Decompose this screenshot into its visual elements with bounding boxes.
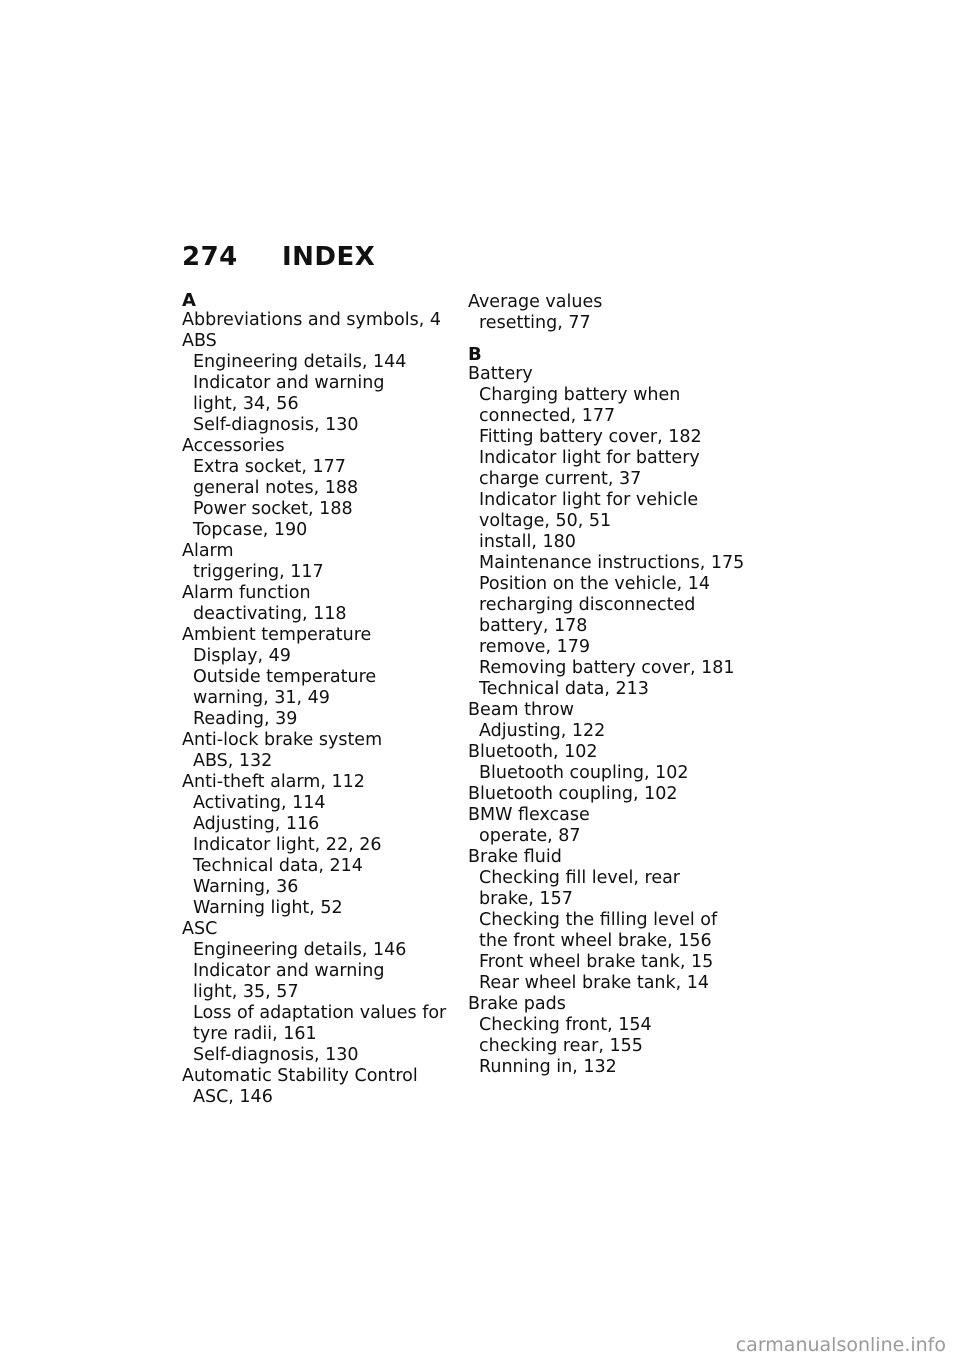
index-entry: [468, 742, 758, 784]
index-subentry: Activating, 114: [193, 793, 326, 813]
index-subentry: Technical data, 213: [479, 679, 649, 699]
index-entry: [182, 310, 452, 331]
index-subentry: voltage, 50, 51: [479, 511, 612, 531]
index-subentry: general notes, 188: [193, 478, 359, 498]
index-subentry: Checking front, 154: [479, 1015, 652, 1035]
index-subentry: Indicator light, 22, 26: [193, 835, 382, 855]
index-subentry: Checking fill level, rear: [479, 868, 681, 888]
index-entry-term: Brake fluid: [468, 847, 562, 867]
index-entry: [468, 805, 758, 847]
index-subentry: Checking the filling level of: [479, 910, 718, 930]
index-entry-term: ABS: [182, 331, 217, 351]
index-entry-term: ASC: [182, 919, 218, 939]
index-subentry: the front wheel brake, 156: [479, 931, 712, 951]
index-column-right: [468, 292, 758, 1078]
index-subentry: Running in, 132: [479, 1057, 617, 1077]
index-subentry: ASC, 146: [193, 1087, 273, 1107]
index-entry-term: Battery: [468, 364, 533, 384]
index-entry-term: Automatic Stability Control: [182, 1066, 418, 1086]
index-subentry: Power socket, 188: [193, 499, 353, 519]
index-letter-heading: A: [182, 290, 196, 311]
index-subentry: light, 34, 56: [193, 394, 299, 414]
index-subentry: Display, 49: [193, 646, 291, 666]
index-subentry: light, 35, 57: [193, 982, 299, 1002]
index-subentry: triggering, 117: [193, 562, 324, 582]
page-header: [182, 242, 375, 272]
index-subentry: Extra socket, 177: [193, 457, 346, 477]
index-entry: [182, 583, 452, 625]
index-subentry: resetting, 77: [479, 313, 591, 333]
index-subentry: operate, 87: [479, 826, 581, 846]
index-entry: [468, 292, 758, 334]
index-entry-term: Abbreviations and symbols, 4: [182, 310, 441, 330]
index-entry: [182, 1066, 452, 1108]
index-entry-term: Beam throw: [468, 700, 574, 720]
index-subentry: Removing battery cover, 181: [479, 658, 735, 678]
index-subentry: connected, 177: [479, 406, 616, 426]
index-subentry: ABS, 132: [193, 751, 273, 771]
watermark-text: carmanualsonline.info: [735, 1334, 946, 1356]
index-subentry: tyre radii, 161: [193, 1024, 317, 1044]
index-subentry: battery, 178: [479, 616, 588, 636]
index-entry-term: Bluetooth coupling, 102: [468, 784, 678, 804]
index-entry: [182, 919, 452, 1066]
page-number: 274: [182, 242, 238, 272]
index-entry: [468, 700, 758, 742]
index-subentry: Indicator light for vehicle: [479, 490, 699, 510]
index-subentry: Indicator light for battery: [479, 448, 700, 468]
index-subentry: Topcase, 190: [193, 520, 308, 540]
index-entry-term: Anti-lock brake system: [182, 730, 383, 750]
index-subentry: charge current, 37: [479, 469, 642, 489]
index-subentry: Warning light, 52: [193, 898, 343, 918]
index-subentry: Outside temperature: [193, 667, 377, 687]
index-entry-term: Average values: [468, 292, 603, 312]
index-entry-term: Brake pads: [468, 994, 566, 1014]
index-column-left: [182, 292, 452, 1108]
index-entry: [182, 625, 452, 730]
index-subentry: Self-diagnosis, 130: [193, 1045, 359, 1065]
index-subentry: install, 180: [479, 532, 576, 552]
index-subentry: Fitting battery cover, 182: [479, 427, 702, 447]
index-subentry: deactivating, 118: [193, 604, 347, 624]
index-subentry: Self-diagnosis, 130: [193, 415, 359, 435]
index-subentry: Rear wheel brake tank, 14: [479, 973, 710, 993]
index-entry: [182, 436, 452, 541]
index-entry: [468, 847, 758, 994]
index-subentry: Engineering details, 144: [193, 352, 407, 372]
index-entry-term: Bluetooth, 102: [468, 742, 598, 762]
index-subentry: checking rear, 155: [479, 1036, 643, 1056]
index-subentry: Position on the vehicle, 14: [479, 574, 711, 594]
index-subentry: Adjusting, 116: [193, 814, 320, 834]
index-entry: [468, 784, 758, 805]
index-subentry: Warning, 36: [193, 877, 299, 897]
index-subentry: Indicator and warning: [193, 961, 385, 981]
index-subentry: warning, 31, 49: [193, 688, 330, 708]
index-entry-term: Ambient temperature: [182, 625, 372, 645]
index-entry-term: Alarm function: [182, 583, 311, 603]
index-letter-heading: B: [468, 344, 482, 365]
index-subentry: Front wheel brake tank, 15: [479, 952, 714, 972]
index-entry-term: Anti-theft alarm, 112: [182, 772, 365, 792]
index-subentry: Engineering details, 146: [193, 940, 407, 960]
index-subentry: Reading, 39: [193, 709, 298, 729]
index-subentry: recharging disconnected: [479, 595, 696, 615]
index-entry: [182, 331, 452, 436]
index-subentry: Indicator and warning: [193, 373, 385, 393]
page-title: INDEX: [282, 242, 376, 272]
index-entry-term: Alarm: [182, 541, 234, 561]
index-subentry: Maintenance instructions, 175: [479, 553, 745, 573]
index-entry-term: Accessories: [182, 436, 285, 456]
index-subentry: remove, 179: [479, 637, 590, 657]
index-subentry: brake, 157: [479, 889, 573, 909]
index-entry: [182, 772, 452, 919]
index-entry: [468, 994, 758, 1078]
index-subentry: Technical data, 214: [193, 856, 363, 876]
index-subentry: Loss of adaptation values for: [193, 1003, 447, 1023]
index-subentry: Adjusting, 122: [479, 721, 606, 741]
index-entry-term: BMW flexcase: [468, 805, 590, 825]
index-subentry: Bluetooth coupling, 102: [479, 763, 689, 783]
index-entry: [182, 541, 452, 583]
index-entry: [182, 730, 452, 772]
index-subentry: Charging battery when: [479, 385, 681, 405]
index-entry: [468, 364, 758, 700]
